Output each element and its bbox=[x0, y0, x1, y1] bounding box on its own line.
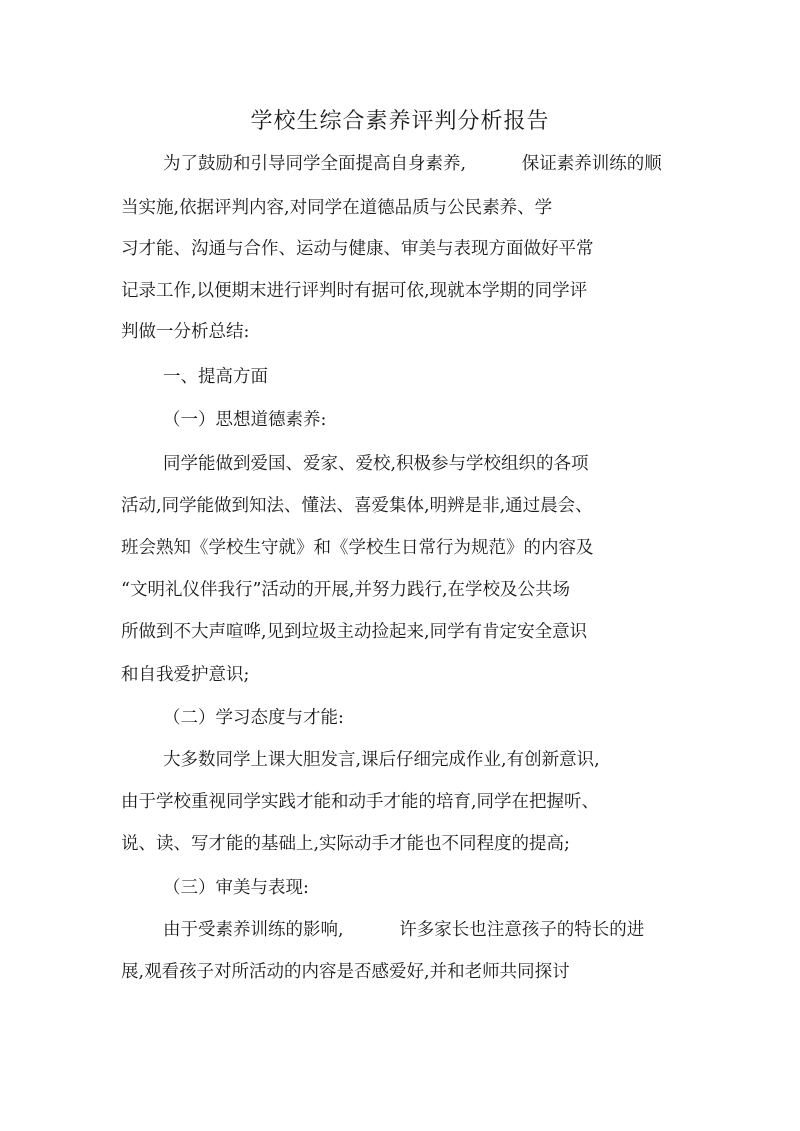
paragraph-line: 班会熟知《学校生守就》和《学校生日常行为规范》的内容及 bbox=[121, 538, 594, 558]
subsection-heading: （一）思想道德素养: bbox=[163, 410, 327, 430]
paragraph-line: 展,观看孩子对所活动的内容是否感爱好,并和老师共同探讨 bbox=[121, 962, 570, 982]
paragraph-line: 同学能做到爱国、爱家、爱校,积极参与学校组织的各项 bbox=[163, 454, 589, 474]
paragraph-line: “文明礼仪伴我行”活动的开展,并努力践行,在学校及公共场 bbox=[121, 580, 571, 600]
paragraph-line: 说、读、写才能的基础上,实际动手才能也不同程度的提高; bbox=[121, 834, 570, 854]
paragraph-line: 由于学校重视同学实践才能和动手才能的培育,同学在把握听、 bbox=[121, 792, 600, 812]
document-title: 学校生综合素养评判分析报告 bbox=[250, 109, 550, 134]
subsection-heading: （二）学习态度与才能: bbox=[163, 708, 344, 728]
paragraph-line: 所做到不大声喧哗,见到垃圾主动捡起来,同学有肯定安全意识 bbox=[121, 622, 588, 642]
paragraph-line: 判做一分析总结: bbox=[121, 322, 250, 342]
paragraph-line: 当实施,依据评判内容,对同学在道德品质与公民素养、学 bbox=[121, 198, 553, 218]
paragraph-line: 由于受素养训练的影响, 许多家长也注意孩子的特长的进 bbox=[163, 920, 645, 940]
paragraph-line: 习才能、沟通与合作、运动与健康、审美与表现方面做好平常 bbox=[121, 239, 594, 259]
subsection-heading: （三）审美与表现: bbox=[163, 878, 309, 898]
paragraph-line: 大多数同学上课大胆发言,课后仔细完成作业,有创新意识, bbox=[163, 750, 600, 770]
section-heading: 一、提高方面 bbox=[163, 367, 268, 387]
paragraph-line: 为了鼓励和引导同学全面提高自身素养, 保证素养训练的顺 bbox=[163, 154, 662, 174]
paragraph-line: 活动,同学能做到知法、懂法、喜爱集体,明辨是非,通过晨会、 bbox=[121, 496, 593, 516]
paragraph-line: 记录工作,以便期末进行评判时有据可依,现就本学期的同学评 bbox=[121, 281, 588, 301]
paragraph-line: 和自我爱护意识; bbox=[121, 665, 250, 685]
